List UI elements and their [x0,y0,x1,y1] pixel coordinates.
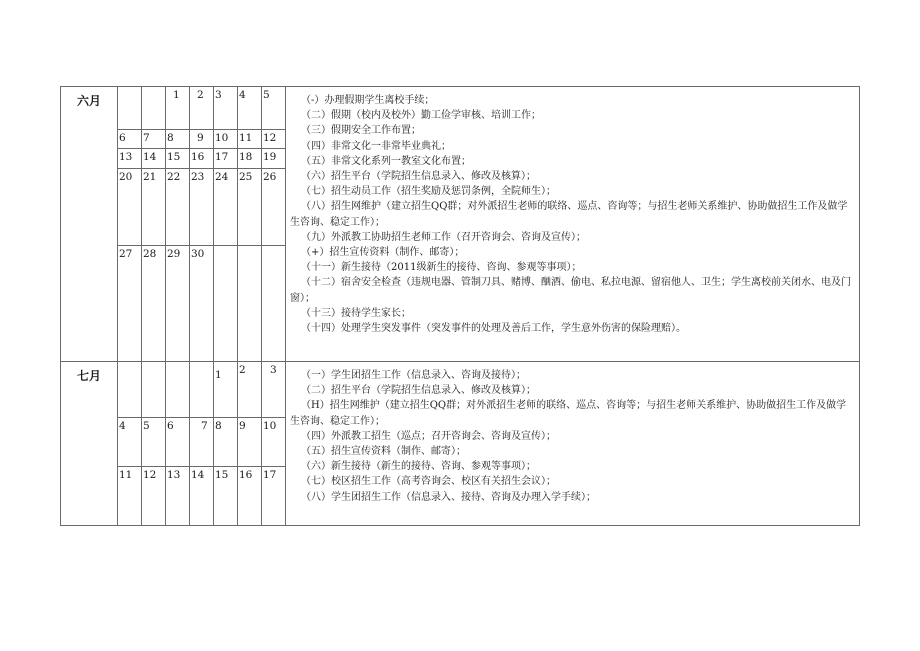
july-month-label: 七月 [61,362,118,526]
task-item: （十四）处理学生突发事件（突发事件的处理及善后工作，学生意外伤害的保险理赔）。 [301,323,686,335]
task-item: （四）非常文化一非常毕业典礼； [301,140,451,152]
june-month-label: 六月 [61,87,118,362]
day-cell: 9 [238,418,262,467]
task-item: （一）学生团招生工作（信息录入、咨询及接待）； [301,370,526,381]
july-task-list [286,362,860,526]
june-week-row [61,87,860,130]
day-cell: 3 [262,362,286,418]
day-cell: 12 [142,467,166,526]
task-item: （八）招生网维护（建立招生QQ群；对外派招生老师的联络、巡点、咨询等；与招生老师关系维护、协助做招生工作及做学生咨询、稳定工作）； [290,201,848,228]
day-cell: 14 [142,149,166,169]
day-cell: 26 [262,169,286,246]
day-cell: 16 [190,149,214,169]
day-cell: 25 [238,169,262,246]
day-cell: 30 [190,246,214,362]
task-item: （五）招生宣传资料（制作、邮寄）； [301,446,466,458]
task-item: （三）假期安全工作布置； [301,125,421,137]
task-item: （八）学生团招生工作（信息录入、接待、咨询及办理入学手续）； [301,491,596,503]
day-cell: 13 [166,467,190,526]
task-item: （H）招生网维护（建立招生QQ群；对外派招生老师的联络、巡点、咨询等；与招生老师关系维护、协助做招生工作及做学生咨询、稳定工作）； [290,400,847,427]
task-item: （+）招生宣传资料（制作、邮寄）； [301,247,465,259]
schedule-table [60,86,860,526]
day-cell: 15 [214,467,238,526]
day-cell: 22 [166,169,190,246]
july-week-row [61,362,860,418]
day-cell: 10 [214,130,238,149]
day-cell: 28 [142,246,166,362]
day-cell: 16 [238,467,262,526]
day-cell: 18 [238,149,262,169]
day-cell: 9 [190,130,214,149]
day-cell [262,246,286,362]
day-cell: 27 [118,246,142,362]
task-item: （九）外派教工协助招生老师工作（召开咨询会、咨询及宣传）； [301,231,586,243]
day-cell: 2 [238,362,262,418]
task-item: （二）招生平台（学院招生信息录入、修改及核算）； [301,385,536,397]
day-cell: 24 [214,169,238,246]
task-item: （四）外派教工招生（巡点；召开咨询会、咨询及宣传）； [301,430,556,442]
day-cell: 19 [262,149,286,169]
task-item: （六）新生接待（新生的接待、咨询、参观等事项）； [301,461,536,473]
day-cell: 13 [118,149,142,169]
day-cell: 8 [214,418,238,467]
task-item: （五）非常文化系列一教室文化布置； [301,155,471,167]
day-cell [190,362,214,418]
task-item: （十一）新生接待（2011级新生的接待、咨询、参观等事项）； [301,262,582,274]
task-item: （十三）接待学生家长； [301,307,411,319]
day-cell: 17 [214,149,238,169]
day-cell: 3 [214,87,238,130]
day-cell: 23 [190,169,214,246]
day-cell: 14 [190,467,214,526]
day-cell [214,246,238,362]
day-cell: 7 [142,130,166,149]
task-item: （十二）宿舍安全检查（违规电器、管制刀具、赌博、酗酒、偷电、私拉电源、留宿他人、卫生；学生离校前关闭水、电及门窗）； [290,277,851,304]
june-task-list [286,87,860,362]
day-cell: 6 [118,130,142,149]
day-cell: 15 [166,149,190,169]
task-item: （七）招生动员工作（招生奖励及惩罚条例，全院师生）； [301,186,556,198]
task-item: （-）办理假期学生离校手续； [301,95,435,106]
day-cell: 5 [262,87,286,130]
day-cell: 7 [190,418,214,467]
day-cell [166,362,190,418]
day-cell [238,246,262,362]
day-cell: 12 [262,130,286,149]
day-cell: 11 [238,130,262,149]
day-cell: 4 [118,418,142,467]
day-cell: 10 [262,418,286,467]
day-cell: 2 [190,87,214,130]
day-cell: 1 [166,87,190,130]
day-cell [118,362,142,418]
day-cell: 4 [238,87,262,130]
day-cell: 1 [214,362,238,418]
day-cell: 5 [142,418,166,467]
day-cell: 21 [142,169,166,246]
task-item: （二）假期（校内及校外）勤工俭学审核、培训工作； [301,110,541,122]
day-cell [118,87,142,130]
day-cell: 20 [118,169,142,246]
day-cell: 8 [166,130,190,149]
day-cell: 11 [118,467,142,526]
day-cell: 17 [262,467,286,526]
day-cell [142,87,166,130]
task-item: （七）校区招生工作（高考咨询会、校区有关招生会议）； [301,476,556,488]
day-cell: 29 [166,246,190,362]
day-cell [142,362,166,418]
day-cell: 6 [166,418,190,467]
task-item: （六）招生平台（学院招生信息录入、修改及核算）； [301,171,536,183]
